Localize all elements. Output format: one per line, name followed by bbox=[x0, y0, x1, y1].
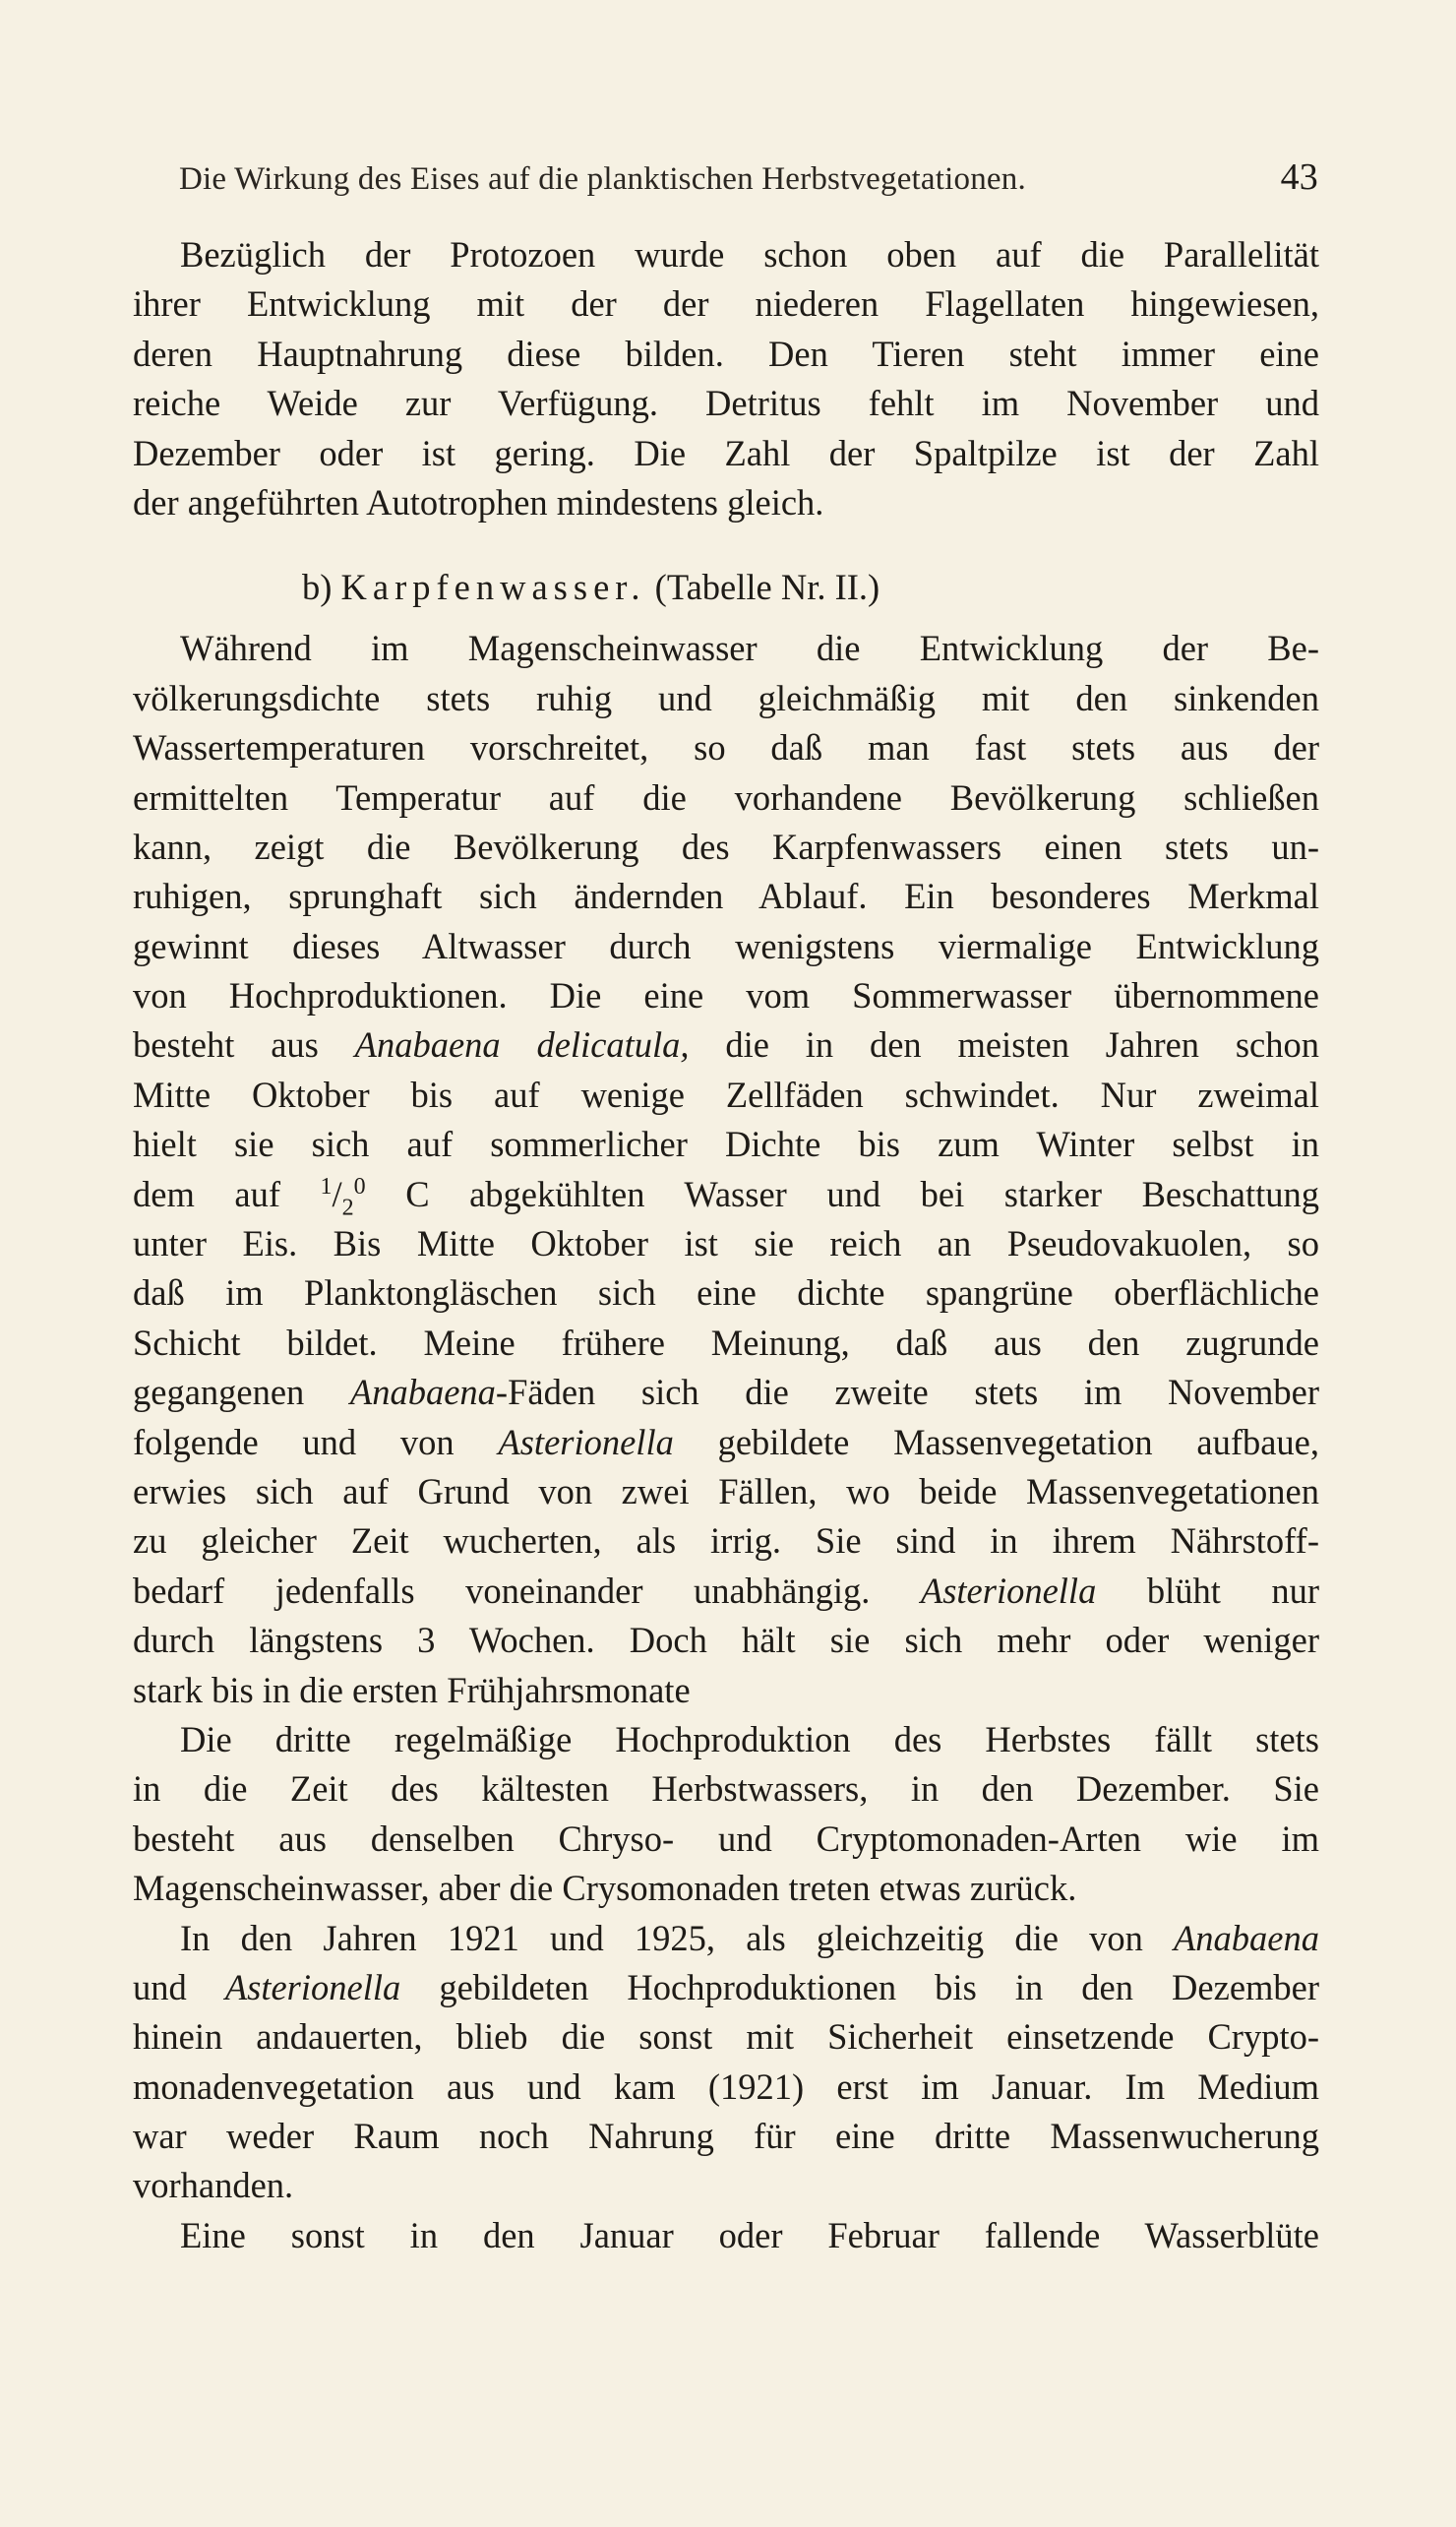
text-line: Mitte Oktober bis auf wenige Zellfäden schwindet. Nur zweimal bbox=[133, 1074, 1319, 1115]
text-line: zu gleicher Zeit wucherten, als irrig. Sie sind in ihrem Nährstoff- bbox=[133, 1520, 1319, 1562]
text-line bbox=[133, 1418, 1319, 1467]
text-line: Magenscheinwasser, aber die Crysomonaden treten etwas zurück. bbox=[133, 1868, 1077, 1909]
text-run: C abgekühlten Wasser und bei starker Beschattung bbox=[405, 1173, 1320, 1214]
text-line: reiche Weide zur Verfügung. Detritus fehlt im November und bbox=[133, 383, 1319, 424]
text-line bbox=[133, 1020, 1319, 1070]
fraction-half: $^1/_2^0$ bbox=[320, 1173, 366, 1220]
text-line: kann, zeigt die Bevölkerung des Karpfenwassers einen stets un- bbox=[133, 826, 1319, 867]
text-line: deren Hauptnahrung diese bilden. Den Tieren steht immer eine bbox=[133, 333, 1319, 374]
text-run: besteht aus bbox=[133, 1024, 319, 1066]
text-line: von Hochproduktionen. Die eine vom Sommerwasser übernommene bbox=[133, 975, 1319, 1017]
running-header bbox=[179, 155, 1318, 203]
taxon-name: Asterionella bbox=[920, 1570, 1097, 1611]
section-title: Karpfenwasser. bbox=[340, 567, 646, 608]
text-run: blüht nur bbox=[1146, 1570, 1320, 1611]
text-line bbox=[133, 1567, 1319, 1616]
text-line: Dezember oder ist gering. Die Zahl der Spaltpilze ist der Zahl bbox=[133, 432, 1319, 473]
text-line: monadenvegetation aus und kam (1921) erst im Januar. Im Medium bbox=[133, 2065, 1319, 2107]
text-line: erwies sich auf Grund von zwei Fällen, wo beide Massenvegetationen bbox=[133, 1470, 1319, 1511]
text-line: hinein andauerten, blieb die sonst mit Sicherheit einsetzende Crypto- bbox=[133, 2016, 1319, 2058]
fraction-denominator: 2 bbox=[341, 1194, 354, 1220]
text-line: daß im Planktongläschen sich eine dichte spangrüne oberflächliche bbox=[133, 1272, 1319, 1314]
text-line bbox=[133, 1368, 1319, 1417]
text-line: völkerungsdichte stets ruhig und gleichmäßig mit den sinkenden bbox=[133, 677, 1319, 718]
text-line: Wassertemperaturen vorschreitet, so daß man fast stets aus der bbox=[133, 727, 1319, 769]
text-run: In den Jahren 1921 und 1925, als gleichzeitig die von bbox=[180, 1917, 1143, 1958]
text-run: und bbox=[133, 1966, 187, 2007]
text-line: in die Zeit des kältesten Herbstwassers, in den Dezember. Sie bbox=[133, 1768, 1319, 1810]
text-line: Bezüglich der Protozoen wurde schon oben auf die Parallelität bbox=[180, 234, 1319, 275]
text-line: war weder Raum noch Nahrung für eine dritte Massenwucherung bbox=[133, 2116, 1319, 2157]
page-number: 43 bbox=[1280, 156, 1318, 198]
text-line: Die dritte regelmäßige Hochproduktion des Herbstes fällt stets bbox=[180, 1718, 1319, 1759]
text-run: gegangenen bbox=[133, 1372, 305, 1413]
text-line: stark bis in die ersten Frühjahrsmonate bbox=[133, 1669, 691, 1710]
text-line: durch längstens 3 Wochen. Doch hält sie sich mehr oder weniger bbox=[133, 1620, 1319, 1661]
text-run: -Fäden sich die zweite stets im November bbox=[495, 1372, 1320, 1413]
text-line bbox=[133, 1170, 1319, 1219]
text-run: bedarf jedenfalls voneinander unabhängig. bbox=[133, 1570, 871, 1611]
text-line: der angeführten Autotrophen mindestens gleich. bbox=[133, 481, 824, 523]
text-line bbox=[133, 1963, 1319, 2012]
taxon-name: Anabaena delicatula, bbox=[354, 1024, 690, 1066]
running-title: Die Wirkung des Eises auf die planktischen Herbstvegetationen. bbox=[179, 161, 1026, 197]
degree-mark: 0 bbox=[353, 1173, 366, 1200]
taxon-name: Asterionella bbox=[224, 1966, 401, 2007]
text-line: ihrer Entwicklung mit der der niederen Flagellaten hingewiesen, bbox=[133, 283, 1319, 325]
body-text bbox=[133, 230, 1319, 2260]
text-run: gebildete Massenvegetation aufbaue, bbox=[717, 1421, 1320, 1462]
text-line: ruhigen, sprunghaft sich ändernden Ablauf. Ein besonderes Merkmal bbox=[133, 876, 1319, 917]
text-run: gebildeten Hochproduktionen bis in den Dezember bbox=[439, 1966, 1320, 2007]
taxon-name: Anabaena bbox=[349, 1372, 496, 1413]
text-line: unter Eis. Bis Mitte Oktober ist sie reich an Pseudovakuolen, so bbox=[133, 1223, 1319, 1264]
text-line: Schicht bildet. Meine frühere Meinung, daß aus den zugrunde bbox=[133, 1322, 1319, 1363]
text-run: dem auf bbox=[133, 1173, 280, 1214]
section-heading bbox=[133, 559, 1319, 616]
text-line bbox=[133, 1914, 1319, 1963]
text-line: vorhanden. bbox=[133, 2165, 294, 2206]
text-line: gewinnt dieses Altwasser durch wenigstens viermalige Entwicklung bbox=[133, 925, 1319, 966]
text-line: Während im Magenscheinwasser die Entwicklung der Be- bbox=[180, 628, 1319, 669]
taxon-name: Anabaena bbox=[1174, 1917, 1320, 1958]
section-table-ref: (Tabelle Nr. II.) bbox=[654, 567, 880, 608]
fraction-numerator: 1 bbox=[320, 1173, 333, 1200]
text-line: Eine sonst in den Januar oder Februar fallende Wasserblüte bbox=[180, 2214, 1319, 2255]
section-label: b) bbox=[302, 567, 333, 608]
text-run: die in den meisten Jahren schon bbox=[725, 1024, 1320, 1066]
text-line: besteht aus denselben Chryso- und Cryptomonaden-Arten wie im bbox=[133, 1818, 1319, 1859]
text-line: ermittelten Temperatur auf die vorhandene Bevölkerung schließen bbox=[133, 776, 1319, 818]
taxon-name: Asterionella bbox=[498, 1421, 674, 1462]
text-run: folgende und von bbox=[133, 1421, 455, 1462]
text-line: hielt sie sich auf sommerlicher Dichte bis zum Winter selbst in bbox=[133, 1124, 1319, 1165]
